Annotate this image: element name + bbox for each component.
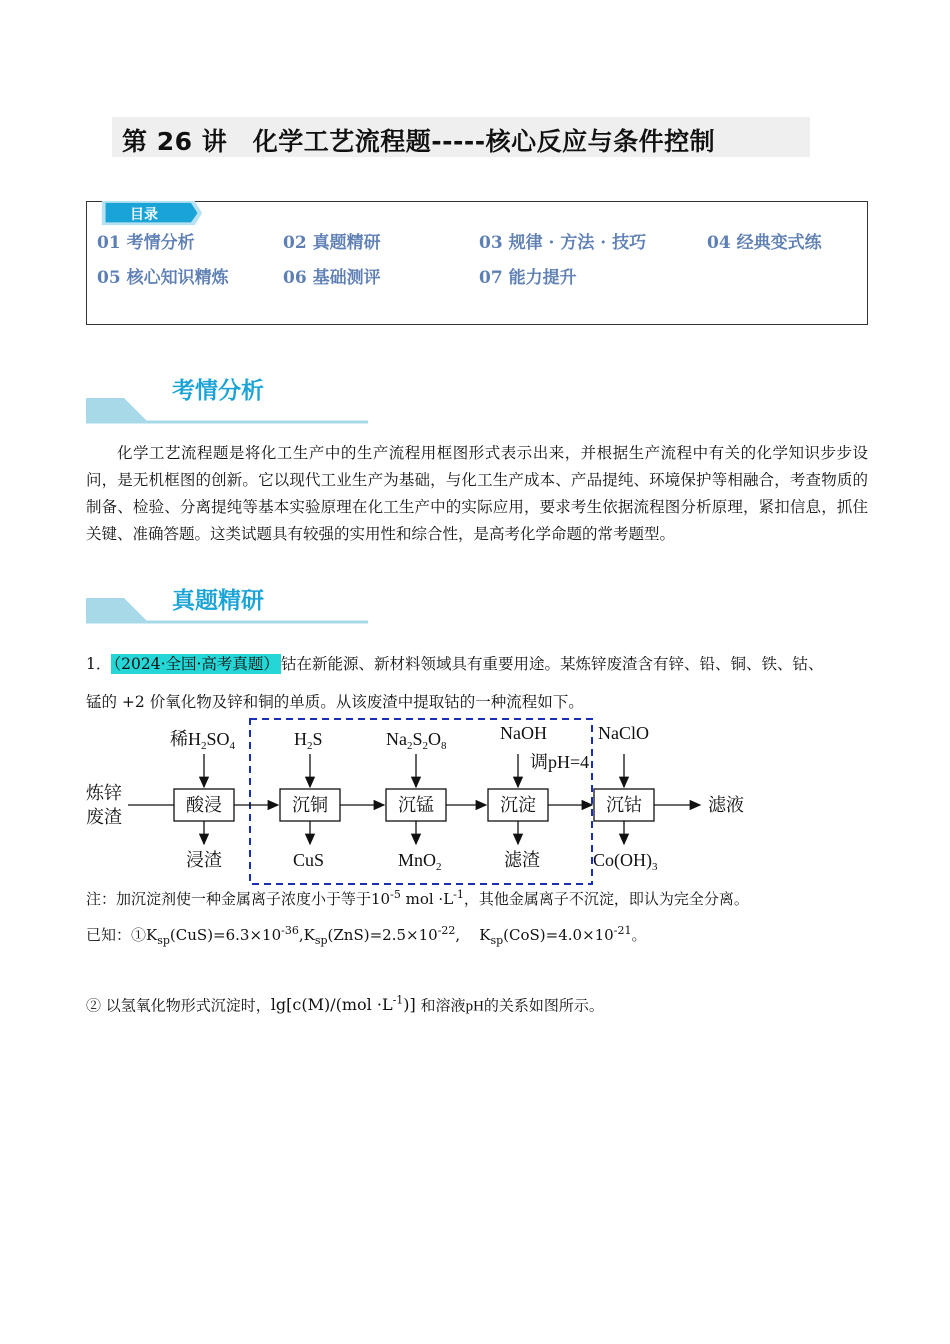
output-filtrate: 滤液	[708, 795, 744, 815]
item2-mid: 和溶液	[420, 996, 466, 1015]
ksp-subscript: sp	[314, 934, 328, 947]
flow-start-2: 废渣	[86, 807, 122, 827]
reagent-naoh: NaOH	[500, 723, 547, 743]
output-cus: CuS	[293, 850, 325, 870]
flow-box-label-4: 沉淀	[500, 795, 536, 815]
question-source-tag: （2024·全国·高考真题）	[113, 655, 279, 673]
reagent-h2so4: 稀$H_2SO_4$	[170, 729, 236, 752]
end-mark: 。	[631, 926, 647, 944]
ksp-symbol: K	[303, 926, 315, 944]
page-title: 第 26 讲 化学工艺流程题-----核心反应与条件控制	[122, 127, 716, 156]
output-cooh3: $Co(OH)_3$	[593, 850, 658, 873]
note-unit: mol ·L	[405, 890, 454, 908]
ksp-zns: (ZnS)=2.5×10	[327, 926, 438, 944]
reagent-na2s2o8: $Na_2S_2O_8$	[386, 729, 447, 752]
flow-box-label-1: 酸浸	[186, 795, 222, 815]
item2-ph: pH	[465, 998, 484, 1015]
toc-badge-label: 目录	[130, 207, 158, 223]
item2-formula: $\lg[c(M)/(mol \cdot L^{-1})]$	[270, 994, 416, 1015]
ksp-symbol: K	[146, 926, 158, 944]
flow-box-label-3: 沉锰	[398, 795, 434, 815]
question-line-1	[86, 652, 823, 674]
output-filter-residue: 滤渣	[504, 850, 540, 870]
toc-item-07[interactable]: 07 能力提升	[479, 268, 577, 288]
toc-item-06[interactable]: 06 基础测评	[283, 268, 381, 288]
known-ksp-line: 已知：$①K_{sp}(CuS)=6.3\times 10^{-36},K_{sp}(ZnS)=2.5\times 10^{-22}$, $K_{sp}(CoS)=4.0\times 10^{-21}$。	[86, 924, 647, 947]
note-concentration: 10	[371, 890, 391, 908]
section-heading-analysis: 考情分析	[172, 378, 264, 404]
toc-item-04[interactable]: 04 经典变式练	[707, 233, 822, 253]
question-line-2: 锰的 +2 价氧化物及锌和铜的单质。从该废渣中提取钴的一种流程如下。	[86, 693, 584, 711]
flow-start-1: 炼锌	[86, 783, 122, 803]
toc-item-05[interactable]: 05 核心知识精炼	[97, 268, 229, 288]
ksp-cus-exp: -36	[281, 924, 299, 937]
flow-box-label-5: 沉钴	[606, 795, 642, 815]
reagent-h2s: $H_2S$	[294, 729, 323, 752]
toc-item-01[interactable]: 01 考情分析	[97, 233, 195, 253]
ksp-cus: (CuS)=6.3×10	[169, 926, 282, 944]
known-prefix: 已知：①	[86, 926, 147, 944]
ksp-subscript: sp	[157, 934, 170, 947]
ksp-subscript: sp	[490, 934, 504, 947]
question-number: 1．	[86, 655, 112, 673]
note-prefix: 注：加沉淀剂使一种金属离子浓度小于等于	[86, 890, 372, 908]
output-residue: 浸渣	[186, 850, 222, 870]
output-mno2: MnO$_2$	[398, 850, 442, 873]
ksp-zns-exp: -22	[437, 924, 456, 937]
flow-box-label-2: 沉铜	[292, 795, 328, 815]
note-exponent: -5	[390, 888, 401, 901]
ksp-cos: (CoS)=4.0×10	[503, 926, 614, 944]
item2-suffix: 的关系如图所示。	[483, 996, 604, 1015]
known-item-2	[86, 994, 604, 1015]
analysis-paragraph: 化学工艺流程题是将化工生产中的生产流程用框图形式表示出来，并根据生产流程中有关的化学知识步步设问，是无机框图的创新。它以现代工业生产为基础，与化工生产成本、产品提纯、环境保护等相融合，考查物质的制备、检验、分离提纯等基本实验原理在化工生产中的实际应用，要求考生依据流程图分析原理，紧扣信息，抓住关键、准确答题。这类试题具有较强的实用性和综合性，是高考化学命题的常考题型。	[86, 444, 868, 543]
toc-item-02[interactable]: 02 真题精研	[283, 233, 381, 253]
reagent-ph-note: 调pH=4	[530, 752, 590, 772]
section-heading-exam: 真题精研	[172, 588, 264, 614]
process-flow-chart	[80, 716, 780, 888]
ksp-symbol: K	[479, 926, 491, 944]
ksp-cos-exp: -21	[613, 924, 632, 937]
note-line	[86, 888, 749, 909]
reagent-naclo: NaClO	[598, 723, 649, 743]
note-unit-exponent: -1	[453, 888, 464, 901]
toc-item-03[interactable]: 03 规律 · 方法 · 技巧	[479, 233, 647, 253]
note-suffix: ，其他金属离子不沉淀，即认为完全分离。	[463, 890, 749, 908]
question-text-1: 钴在新能源、新材料领域具有重要用途。某炼锌废渣含有锌、铅、铜、铁、钴、	[280, 655, 824, 673]
item2-prefix: ② 以氢氧化物形式沉淀时，	[86, 996, 271, 1015]
